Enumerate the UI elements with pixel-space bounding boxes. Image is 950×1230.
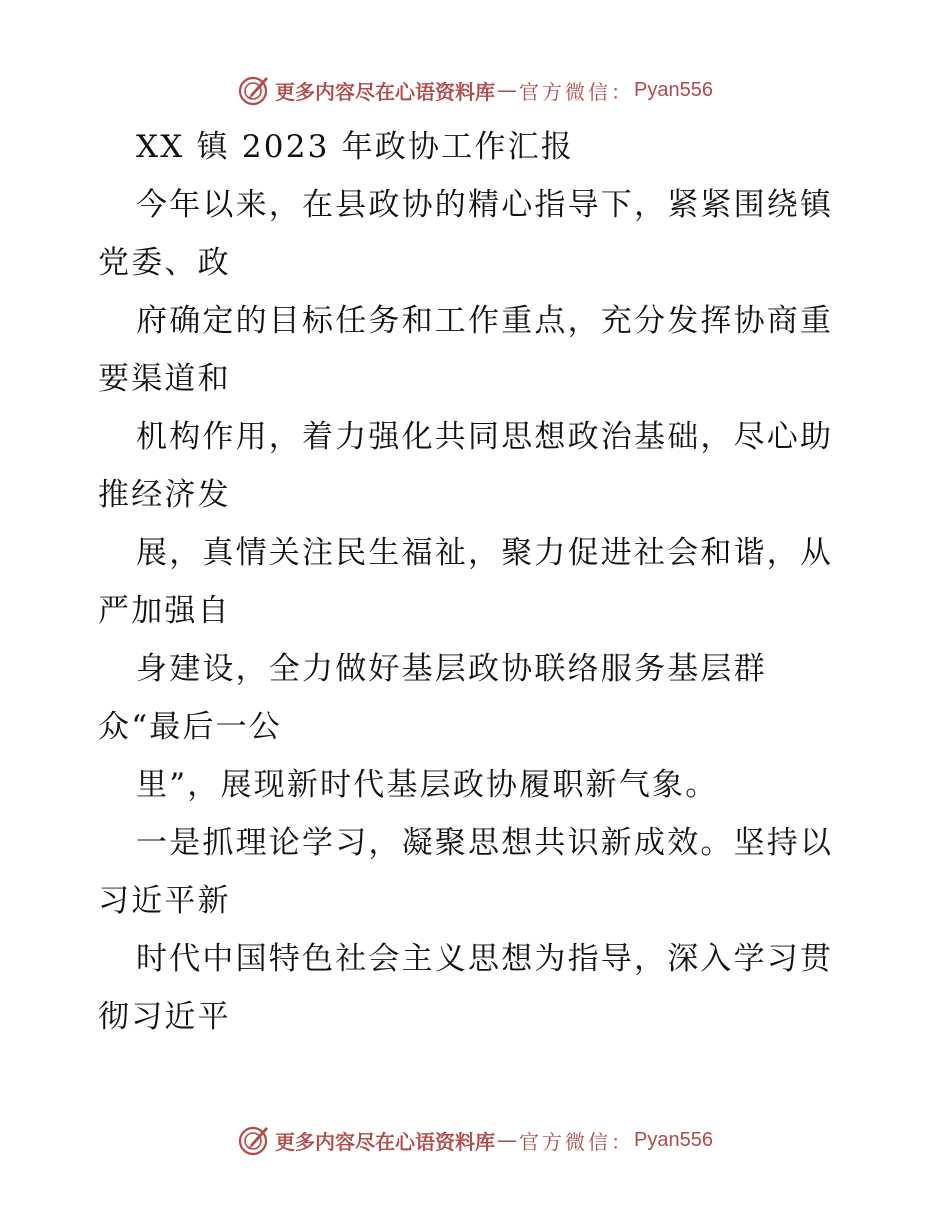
paragraph-line: 府确定的目标任务和工作重点，充分发挥协商重 [136,303,834,339]
footer-banner [0,1120,950,1160]
banner-official-label: 官方微信： [519,79,635,104]
paragraph-line: 一是抓理论学习，凝聚思想共识新成效。坚持以 [136,825,834,861]
header-banner [0,70,950,110]
banner-site-text: 更多内容尽在心语资料库 [275,79,496,104]
paragraph-line: 党委、政 [98,245,231,281]
paragraph-line: 彻习近平 [98,999,231,1035]
paragraph-line: 时代中国特色社会主义思想为指导，深入学习贯 [136,941,834,977]
banner-dash: — [497,1128,518,1152]
banner-wechat-id: Pyan556 [634,1128,713,1151]
paragraph-line: 习近平新 [98,883,231,919]
paragraph-line: 机构作用，着力强化共同思想政治基础，尽心助 [136,419,834,455]
paragraph-line: 推经济发 [98,477,231,513]
paragraph-line: 今年以来，在县政协的精心指导下，紧紧围绕镇 [136,187,834,223]
paragraph-line: 身建设，全力做好基层政协联络服务基层群 [136,651,767,687]
document-body [98,118,858,1046]
banner-wechat-id: Pyan556 [634,78,713,101]
paragraph-line: 展，真情关注民生福祉，聚力促进社会和谐，从 [136,535,834,571]
paragraph-line: 里”，展现新时代基层政协履职新气象。 [136,767,719,803]
pen-circle-logo-icon [237,1123,271,1157]
paragraph-line: 要渠道和 [98,361,231,397]
banner-site-text: 更多内容尽在心语资料库 [275,1129,496,1154]
pen-circle-logo-icon [237,73,271,107]
banner-official-label: 官方微信： [519,1129,635,1154]
document-title: XX 镇 2023 年政协工作汇报 [136,129,574,165]
banner-dash: — [497,78,518,102]
paragraph-line: 众“最后一公 [98,709,283,745]
paragraph-line: 严加强自 [98,593,231,629]
